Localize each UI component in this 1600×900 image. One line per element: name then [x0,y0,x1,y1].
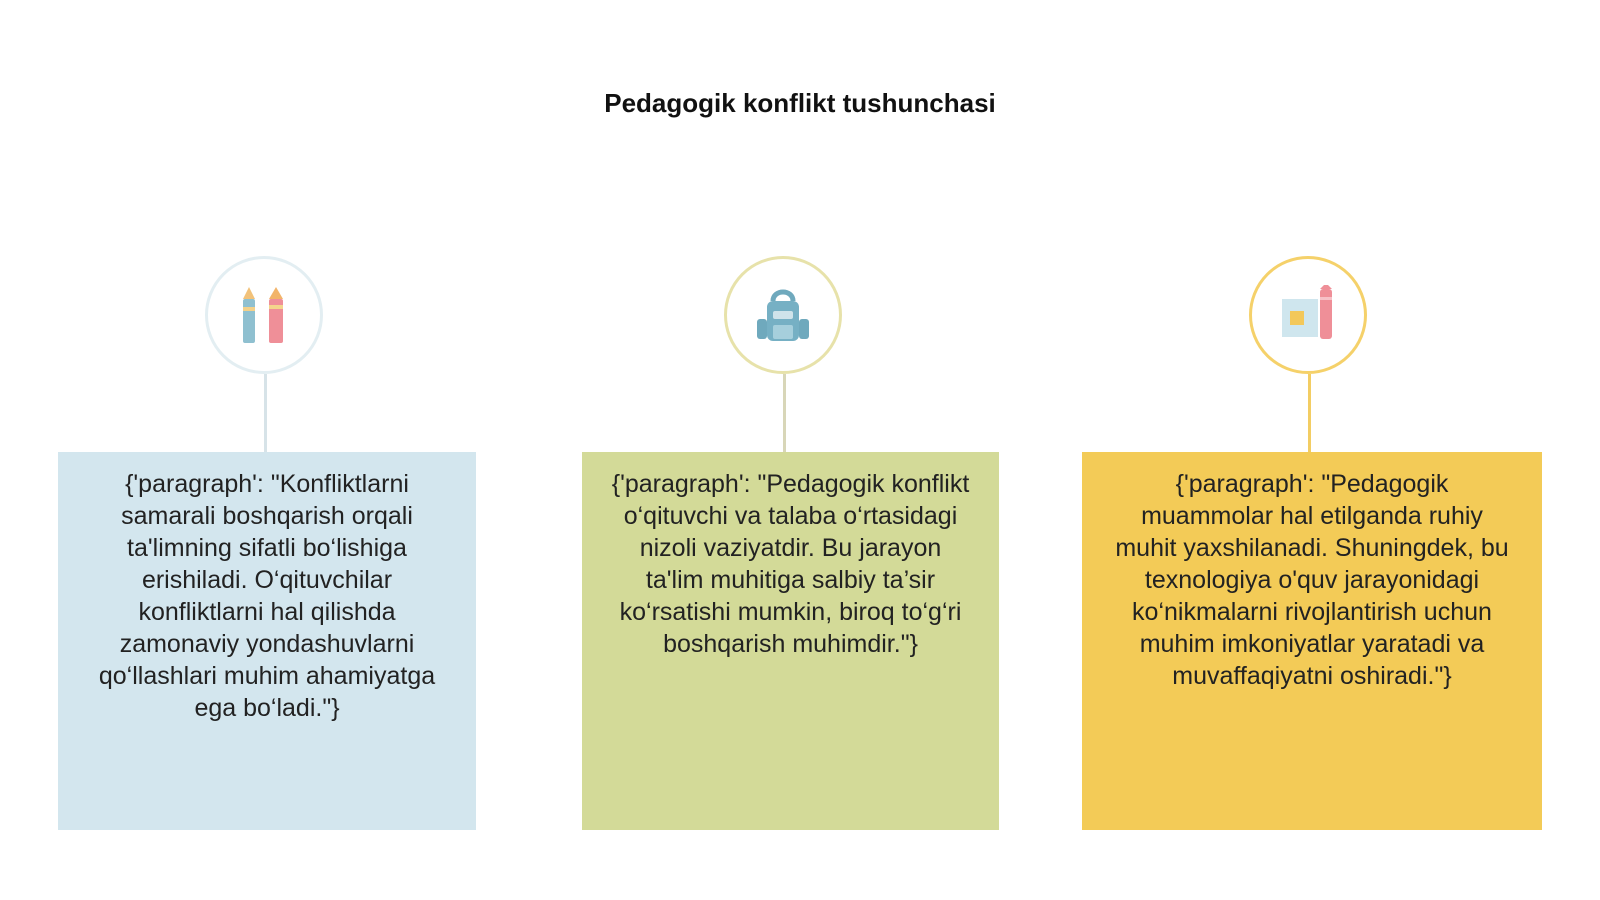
info-card-1 [58,452,476,830]
info-card-2 [582,452,999,830]
backpack-icon [753,285,813,345]
pencils-icon [237,285,291,345]
circle-pencils [205,256,323,374]
circle-backpack [724,256,842,374]
card-text: {'paragraph': "Konfliktlarni samarali boshqarish orqali ta'limning sifatli bo‘lishiga erishiladi. O‘qituvchilar konfliktlarni hal qilishda zamonaviy yondashuvlarni qo‘llashlari muhim ahamiyatga ega bo‘ladi."} [98,470,436,722]
notebook-pencil-icon [1278,285,1338,345]
info-card-3 [1082,452,1542,830]
card-text: {'paragraph': "Pedagogik muammolar hal etilganda ruhiy muhit yaxshilanadi. Shuningdek, bu texnologiya o'quv jarayonidagi ko‘nikmalarni rivojlantirish uchun muhim imkoniyatlar yaratadi va muvaffaqiyatni oshiradi."} [1115,470,1509,690]
connector-line-3 [1308,374,1311,452]
connector-line-1 [264,374,267,452]
circle-notebook [1249,256,1367,374]
connector-line-2 [783,374,786,452]
page-title: Pedagogik konflikt tushunchasi [604,88,996,118]
card-text: {'paragraph': "Pedagogik konflikt o‘qituvchi va talaba o‘rtasidagi nizoli vaziyatdir. Bu jarayon ta'lim muhitiga salbiy ta’sir ko‘rsatishi mumkin, biroq to‘g‘ri boshqarish muhimdir."} [611,470,970,658]
